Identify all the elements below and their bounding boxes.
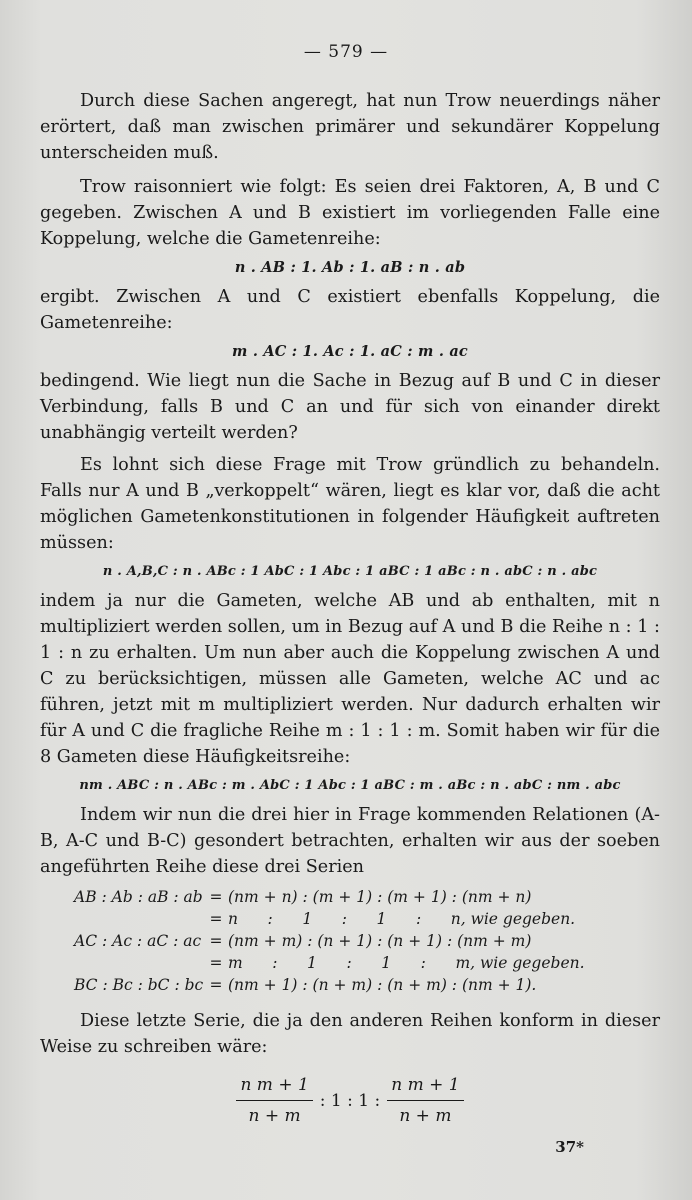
- paragraph-3: ergibt. Zwischen A und C existiert ebenfalls Koppelung, die Gametenreihe:: [40, 287, 660, 333]
- fraction-middle-ratio: : 1 : 1 :: [319, 1090, 381, 1111]
- series-rhs: m : 1 : 1 : m, wie gegeben.: [228, 954, 585, 972]
- paragraph-5: Es lohnt sich diese Frage mit Trow gründlich zu behandeln. Falls nur A und B „verkoppelt“ wären, liegt es klar vor, daß die acht möglichen Gametenkonstitutionen in folgender Häufigkeit auftreten müssen:: [40, 455, 660, 553]
- series-equals: =: [209, 910, 223, 928]
- paragraph-4: bedingend. Wie liegt nun die Sache in Bezug auf B und C in dieser Verbindung, falls B und C an und für sich von einander direkt unabhängig verteilt werden?: [40, 371, 660, 443]
- paragraph-6: indem ja nur die Gameten, welche AB und ab enthalten, mit n multipliziert werden sollen, um in Bezug auf A und B die Reihe n : 1 : 1 : n zu erhalten. Um nun aber auch die Koppelung zwischen A und C zu berücksichtigen, müssen alle Gameten, welche AC und ac führen, jetzt mit m multipliziert werden. Nur dadurch erhalten wir für A und C die fragliche Reihe m : 1 : 1 : m. Somit haben wir für die 8 Gameten diese Häufigkeitsreihe:: [40, 591, 660, 767]
- series-lhs: AC : Ac : aC : ac: [74, 932, 202, 950]
- fraction-left: [236, 1072, 312, 1129]
- paragraph-8: Diese letzte Serie, die ja den anderen Reihen konform in dieser Weise zu schreiben wäre:: [40, 1011, 660, 1057]
- fraction-right: [387, 1072, 463, 1129]
- series-lhs: BC : Bc : bC : bc: [74, 976, 204, 994]
- series-row: [74, 886, 660, 908]
- formula-ac: m . AC : 1. Ac : 1. aC : m . ac: [232, 343, 468, 360]
- series-equals: =: [209, 888, 223, 906]
- series-rhs: (nm + 1) : (n + m) : (n + m) : (nm + 1).: [228, 976, 537, 994]
- formula-ab: n . AB : 1. Ab : 1. aB : n . ab: [234, 259, 466, 276]
- series-equals: =: [209, 932, 223, 950]
- series-equals: =: [209, 954, 223, 972]
- page-body: [40, 88, 660, 1129]
- signature-mark: 37*: [555, 1138, 584, 1156]
- fraction-denominator: n + m: [248, 1106, 301, 1126]
- series-row: [74, 952, 660, 974]
- fraction-numerator: n m + 1: [236, 1072, 312, 1101]
- series-equals: =: [209, 976, 223, 994]
- series-rhs: (nm + m) : (n + 1) : (n + 1) : (nm + m): [228, 932, 532, 950]
- fraction-formula: [40, 1072, 660, 1129]
- series-rhs: (nm + n) : (m + 1) : (m + 1) : (nm + n): [228, 888, 532, 906]
- series-row: [74, 974, 660, 996]
- fraction-denominator: n + m: [399, 1106, 452, 1126]
- fraction-numerator: n m + 1: [387, 1072, 463, 1101]
- paragraph-1: Durch diese Sachen angeregt, hat nun Trow neuerdings näher erörtert, daß man zwischen primärer und sekundärer Koppelung unterscheiden muß.: [40, 91, 660, 163]
- series-block: [74, 886, 660, 996]
- formula-eight-gametes: n . A,B,C : n . ABc : 1 AbC : 1 Abc : 1 aBC : 1 aBc : n . abC : n . abc: [102, 564, 598, 579]
- paragraph-2: Trow raisonniert wie folgt: Es seien drei Faktoren, A, B und C gegeben. Zwischen A und B existiert im vorliegenden Falle eine Koppelung, welche die Gametenreihe:: [40, 177, 660, 249]
- formula-frequency-series: nm . ABC : n . ABc : m . AbC : 1 Abc : 1 aBC : m . aBc : n . abC : nm . abc: [79, 778, 621, 793]
- page-number: — 579 —: [303, 42, 389, 62]
- series-row: [74, 930, 660, 952]
- series-rhs: n : 1 : 1 : n, wie gegeben.: [228, 910, 576, 928]
- series-row: [74, 908, 660, 930]
- paragraph-7: Indem wir nun die drei hier in Frage kommenden Relationen (A-B, A-C und B-C) gesondert betrachten, erhalten wir aus der soeben angeführten Reihe diese drei Serien: [40, 805, 660, 877]
- series-lhs: AB : Ab : aB : ab: [74, 888, 203, 906]
